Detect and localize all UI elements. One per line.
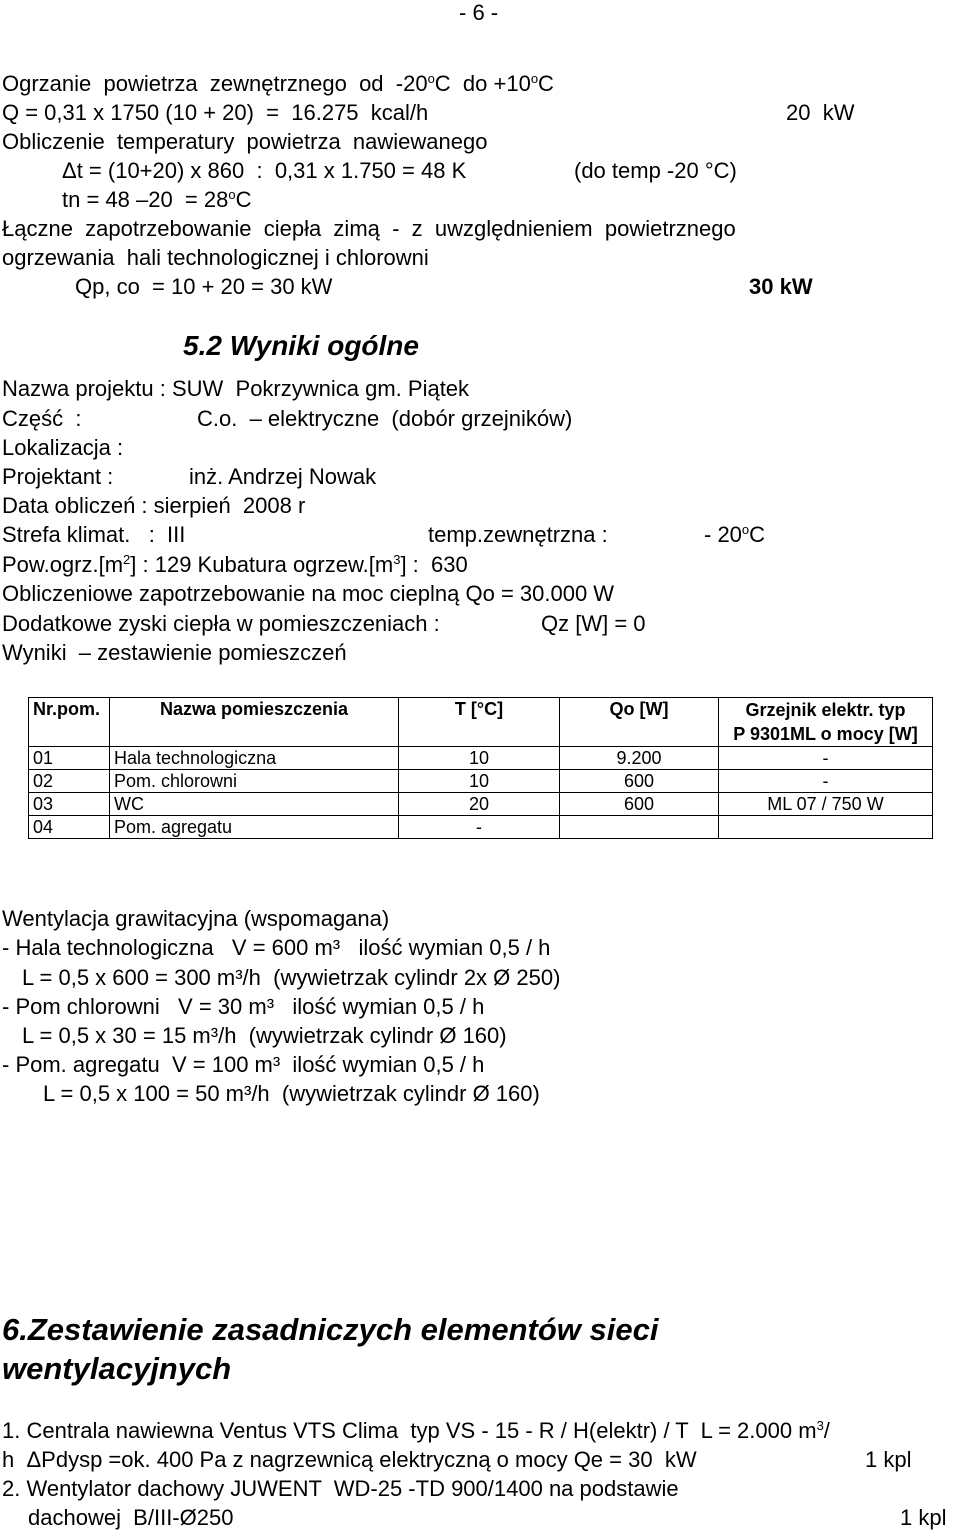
cell-heater: -: [719, 747, 933, 770]
qp-total: 30 kW: [749, 274, 813, 299]
cell-name: Pom. agregatu: [110, 816, 399, 839]
delta-t-note: (do temp -20 °C): [574, 158, 737, 183]
cell-qo: 600: [560, 770, 719, 793]
table-header-row: [29, 698, 933, 747]
section-6-heading-cont: wentylacyjnych: [2, 1351, 232, 1386]
item-2-line-2: dachowej B/III-Ø250: [28, 1505, 234, 1530]
section-5-2-heading: 5.2 Wyniki ogólne: [183, 330, 419, 361]
supply-temp-title: Obliczenie temperatury powietrza nawiewanego: [2, 129, 488, 154]
item-1-quantity: 1 kpl: [865, 1447, 912, 1472]
cell-nr: 03: [29, 793, 110, 816]
col-header-temp: T [°C]: [399, 698, 560, 747]
cell-heater: [719, 816, 933, 839]
heat-gains-value: Qz [W] = 0: [541, 611, 646, 636]
ventilation-chlorine: - Pom chlorowni V = 30 m³ ilość wymian 0,5 / h: [2, 994, 485, 1019]
table-row: [29, 747, 933, 770]
table-row: [29, 816, 933, 839]
cell-name: WC: [110, 793, 399, 816]
total-demand-line: Łączne zapotrzebowanie ciepła zimą - z uwzględnieniem powietrznego: [2, 216, 736, 241]
cell-name: Pom. chlorowni: [110, 770, 399, 793]
heat-gains-label: Dodatkowe zyski ciepła w pomieszczeniach :: [2, 611, 440, 636]
heat-power-value: 20 kW: [786, 100, 855, 125]
cell-qo: 600: [560, 793, 719, 816]
cell-nr: 02: [29, 770, 110, 793]
heat-formula-line: Q = 0,31 x 1750 (10 + 20) = 16.275 kcal/h: [2, 100, 429, 125]
rooms-table: [28, 697, 933, 839]
outdoor-temp-value: - 20$^o$C: [704, 522, 766, 547]
item-1-line-2: h ΔPdysp =ok. 400 Pa z nagrzewnicą elektryczną o mocy Qe = 30 kW: [2, 1447, 697, 1472]
part-value: C.o. – elektryczne (dobór grzejników): [197, 406, 573, 431]
col-header-heater: Grzejnik elektr. typ P 9301ML o mocy [W]: [719, 698, 933, 747]
designer-label: Projektant :: [2, 464, 114, 489]
table-row: [29, 793, 933, 816]
cell-qo: 9.200: [560, 747, 719, 770]
cell-nr: 04: [29, 816, 110, 839]
table-row: [29, 770, 933, 793]
outdoor-temp-label: temp.zewnętrzna :: [428, 522, 608, 547]
ventilation-hall-flow: L = 0,5 x 600 = 300 m³/h (wywietrzak cylindr 2x Ø 250): [22, 965, 561, 990]
col-header-qo: Qo [W]: [560, 698, 719, 747]
total-demand-line-2: ogrzewania hali technologicznej i chlorowni: [2, 245, 429, 270]
cell-name: Hala technologiczna: [110, 747, 399, 770]
cell-temp: -: [399, 816, 560, 839]
ventilation-generator-flow: L = 0,5 x 100 = 50 m³/h (wywietrzak cylindr Ø 160): [43, 1081, 540, 1106]
cell-heater: ML 07 / 750 W: [719, 793, 933, 816]
cell-qo: [560, 816, 719, 839]
cell-temp: 10: [399, 747, 560, 770]
ventilation-title: Wentylacja grawitacyjna (wspomagana): [2, 906, 390, 931]
item-2-quantity: 1 kpl: [900, 1505, 947, 1530]
page-number: - 6 -: [459, 0, 499, 25]
col-header-name: Nazwa pomieszczenia: [110, 698, 399, 747]
cell-nr: 01: [29, 747, 110, 770]
project-name: Nazwa projektu : SUW Pokrzywnica gm. Piątek: [2, 376, 470, 401]
item-2-line-1: 2. Wentylator dachowy JUWENT WD-25 -TD 900/1400 na podstawie: [2, 1476, 679, 1501]
section-6-heading: 6.Zestawienie zasadniczych elementów sieci: [2, 1312, 659, 1347]
heating-range-line: Ogrzanie powietrza zewnętrznego od -20$^o$C do $+10^oC$: [2, 71, 554, 96]
area-volume-line: $Pow.ogrz.[m^2]$ : 129 Kubatura $ogrzew.[m^3]$ : 630: [2, 552, 468, 577]
col-header-nr: Nr.pom.: [29, 698, 110, 747]
tn-formula: tn = 48 $-20 = 28^oC$: [62, 187, 252, 212]
climate-zone: Strefa klimat. : III: [2, 522, 186, 547]
ventilation-chlorine-flow: L = 0,5 x 30 = 15 m³/h (wywietrzak cylindr Ø 160): [22, 1023, 507, 1048]
cell-temp: 20: [399, 793, 560, 816]
part-label: Część :: [2, 406, 82, 431]
delta-t-formula: Δt = (10+20) x 860 : 0,31 x 1.750 = 48 K: [62, 158, 467, 183]
cell-temp: 10: [399, 770, 560, 793]
cell-heater: -: [719, 770, 933, 793]
ventilation-generator: - Pom. agregatu V = 100 m³ ilość wymian 0,5 / h: [2, 1052, 485, 1077]
item-1-line-1: 1. Centrala nawiewna Ventus VTS Clima typ VS - 15 - R / H(elektr) / T L = 2.000 $m^3/$: [2, 1418, 830, 1443]
location-label: Lokalizacja :: [2, 435, 124, 460]
heat-demand-line: Obliczeniowe zapotrzebowanie na moc cieplną Qo = 30.000 W: [2, 581, 615, 606]
results-title: Wyniki – zestawienie pomieszczeń: [2, 640, 347, 665]
ventilation-hall: - Hala technologiczna V = 600 m³ ilość wymian 0,5 / h: [2, 935, 551, 960]
qp-formula: Qp, co = 10 + 20 = 30 kW: [75, 274, 333, 299]
calc-date: Data obliczeń : sierpień 2008 r: [2, 493, 306, 518]
designer-value: inż. Andrzej Nowak: [189, 464, 377, 489]
